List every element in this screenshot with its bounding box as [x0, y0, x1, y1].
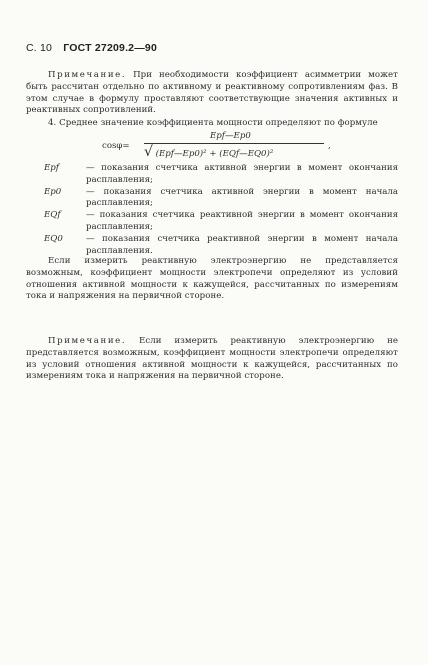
definitions-list	[44, 163, 398, 257]
definition-item	[44, 210, 398, 234]
definition-text: — показания счетчика активной энергии в момент окончания расплавления;	[86, 163, 398, 185]
definition-item	[44, 163, 398, 187]
definition-text: — показания счетчика активной энергии в момент начала расплавления;	[86, 186, 398, 209]
note-text: Если измерить реактивную электроэнергию не представляется возможным, коэффициент мощности электропечи определяют из условий отношения активной мощности к кажущейся, рассчитанных по измерениям тока и напряжения на первичной стороне.	[26, 336, 398, 382]
definition-item	[44, 234, 398, 258]
note-paragraph-2	[26, 336, 398, 383]
definition-text: — показания счетчика реактивной энергии в момент начала расплавления.	[86, 233, 398, 256]
body-paragraph	[26, 256, 398, 303]
note-paragraph-1	[26, 70, 398, 117]
denominator-expression: (Epf—Ep0)² + (EQf—EQ0)²	[155, 149, 274, 159]
note-label: Примечание.	[48, 70, 127, 80]
power-factor-formula	[102, 131, 332, 161]
item-4-text: 4. Среднее значение коэффициента мощности определяют по формуле	[48, 118, 378, 128]
radical-sign: √	[144, 144, 153, 160]
definition-symbol: EQ0	[44, 233, 63, 244]
definition-item	[44, 187, 398, 211]
formula-lhs: cosφ=	[102, 141, 130, 151]
definition-symbol: EQf	[44, 210, 61, 221]
formula-comma: ,	[328, 141, 331, 151]
standard-code: ГОСТ 27209.2—90	[63, 42, 158, 54]
definition-symbol: Epf	[44, 163, 59, 173]
paragraph-text: Если измерить реактивную электроэнергию не представляется возможным, коэффициент мощности электропечи определяют из условий отношения активной мощности к кажущейся, рассчитанных по измерениям тока и напряжения на первичной стороне.	[26, 256, 398, 302]
page-number: С. 10	[26, 42, 53, 54]
definition-text: — показания счетчика реактивной энергии в момент окончания расплавления;	[86, 210, 398, 232]
formula-denominator	[144, 144, 273, 160]
formula-numerator: Epf—Ep0	[210, 131, 251, 141]
note-label: Примечание.	[48, 336, 127, 346]
page-header	[26, 42, 157, 54]
definition-symbol: Ep0	[44, 186, 62, 197]
note-text: При необходимости коэффициент асимметрии может быть рассчитан отдельно по активному и реактивному сопротивлениям фаз. В этом случае в формулу проставляют соответствующие значения активных и реактивных сопротивлений.	[26, 70, 398, 116]
